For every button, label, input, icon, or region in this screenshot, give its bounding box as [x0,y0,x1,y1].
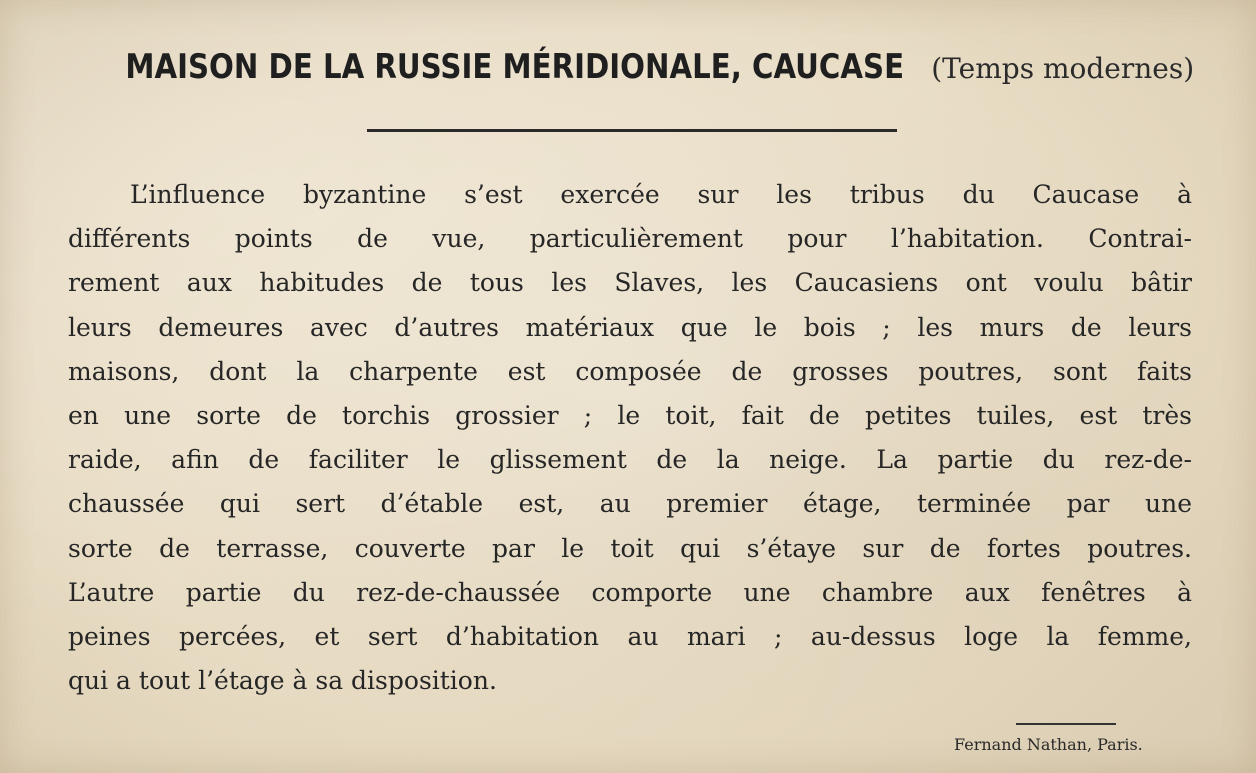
body-line-1: L’influence byzantine s’est exercée sur les tribus du Caucase à [130,180,1192,209]
body-line-7: raide, afin de faciliter le glissement de la neige. La partie du rez-de- [68,445,1192,475]
body-line-2: différents points de vue, particulièrement pour l’habitation. Contrai- [68,224,1192,254]
title-divider [367,129,897,132]
publisher-divider [1016,723,1116,725]
body-line-12: qui a tout l’étage à sa disposition. [68,666,497,696]
title-subtitle: (Temps modernes) [931,52,1195,85]
body-paragraph [68,173,1192,703]
publisher-credit: Fernand Nathan, Paris. [954,735,1143,754]
body-line-5: maisons, dont la charpente est composée de grosses poutres, sont faits [68,356,1192,386]
body-line-3: rement aux habitudes de tous les Slaves, les Caucasiens ont voulu bâtir [68,268,1192,298]
body-line-11: peines percées, et sert d’habitation au mari ; au-dessus loge la femme, [68,622,1192,652]
body-line-8: chaussée qui sert d’étable est, au premier étage, terminée par une [68,489,1192,519]
body-line-4: leurs demeures avec d’autres matériaux que le bois ; les murs de leurs [68,312,1192,342]
body-line-6: en une sorte de torchis grossier ; le toit, fait de petites tuiles, est très [68,401,1192,431]
document-title [0,47,1256,87]
body-line-9: sorte de terrasse, couverte par le toit qui s’étaye sur de fortes poutres. [68,533,1192,563]
body-line-10: L’autre partie du rez-de-chaussée comporte une chambre aux fenêtres à [68,577,1192,607]
title-main: MAISON DE LA RUSSIE MÉRIDIONALE, CAUCASE [125,47,904,87]
